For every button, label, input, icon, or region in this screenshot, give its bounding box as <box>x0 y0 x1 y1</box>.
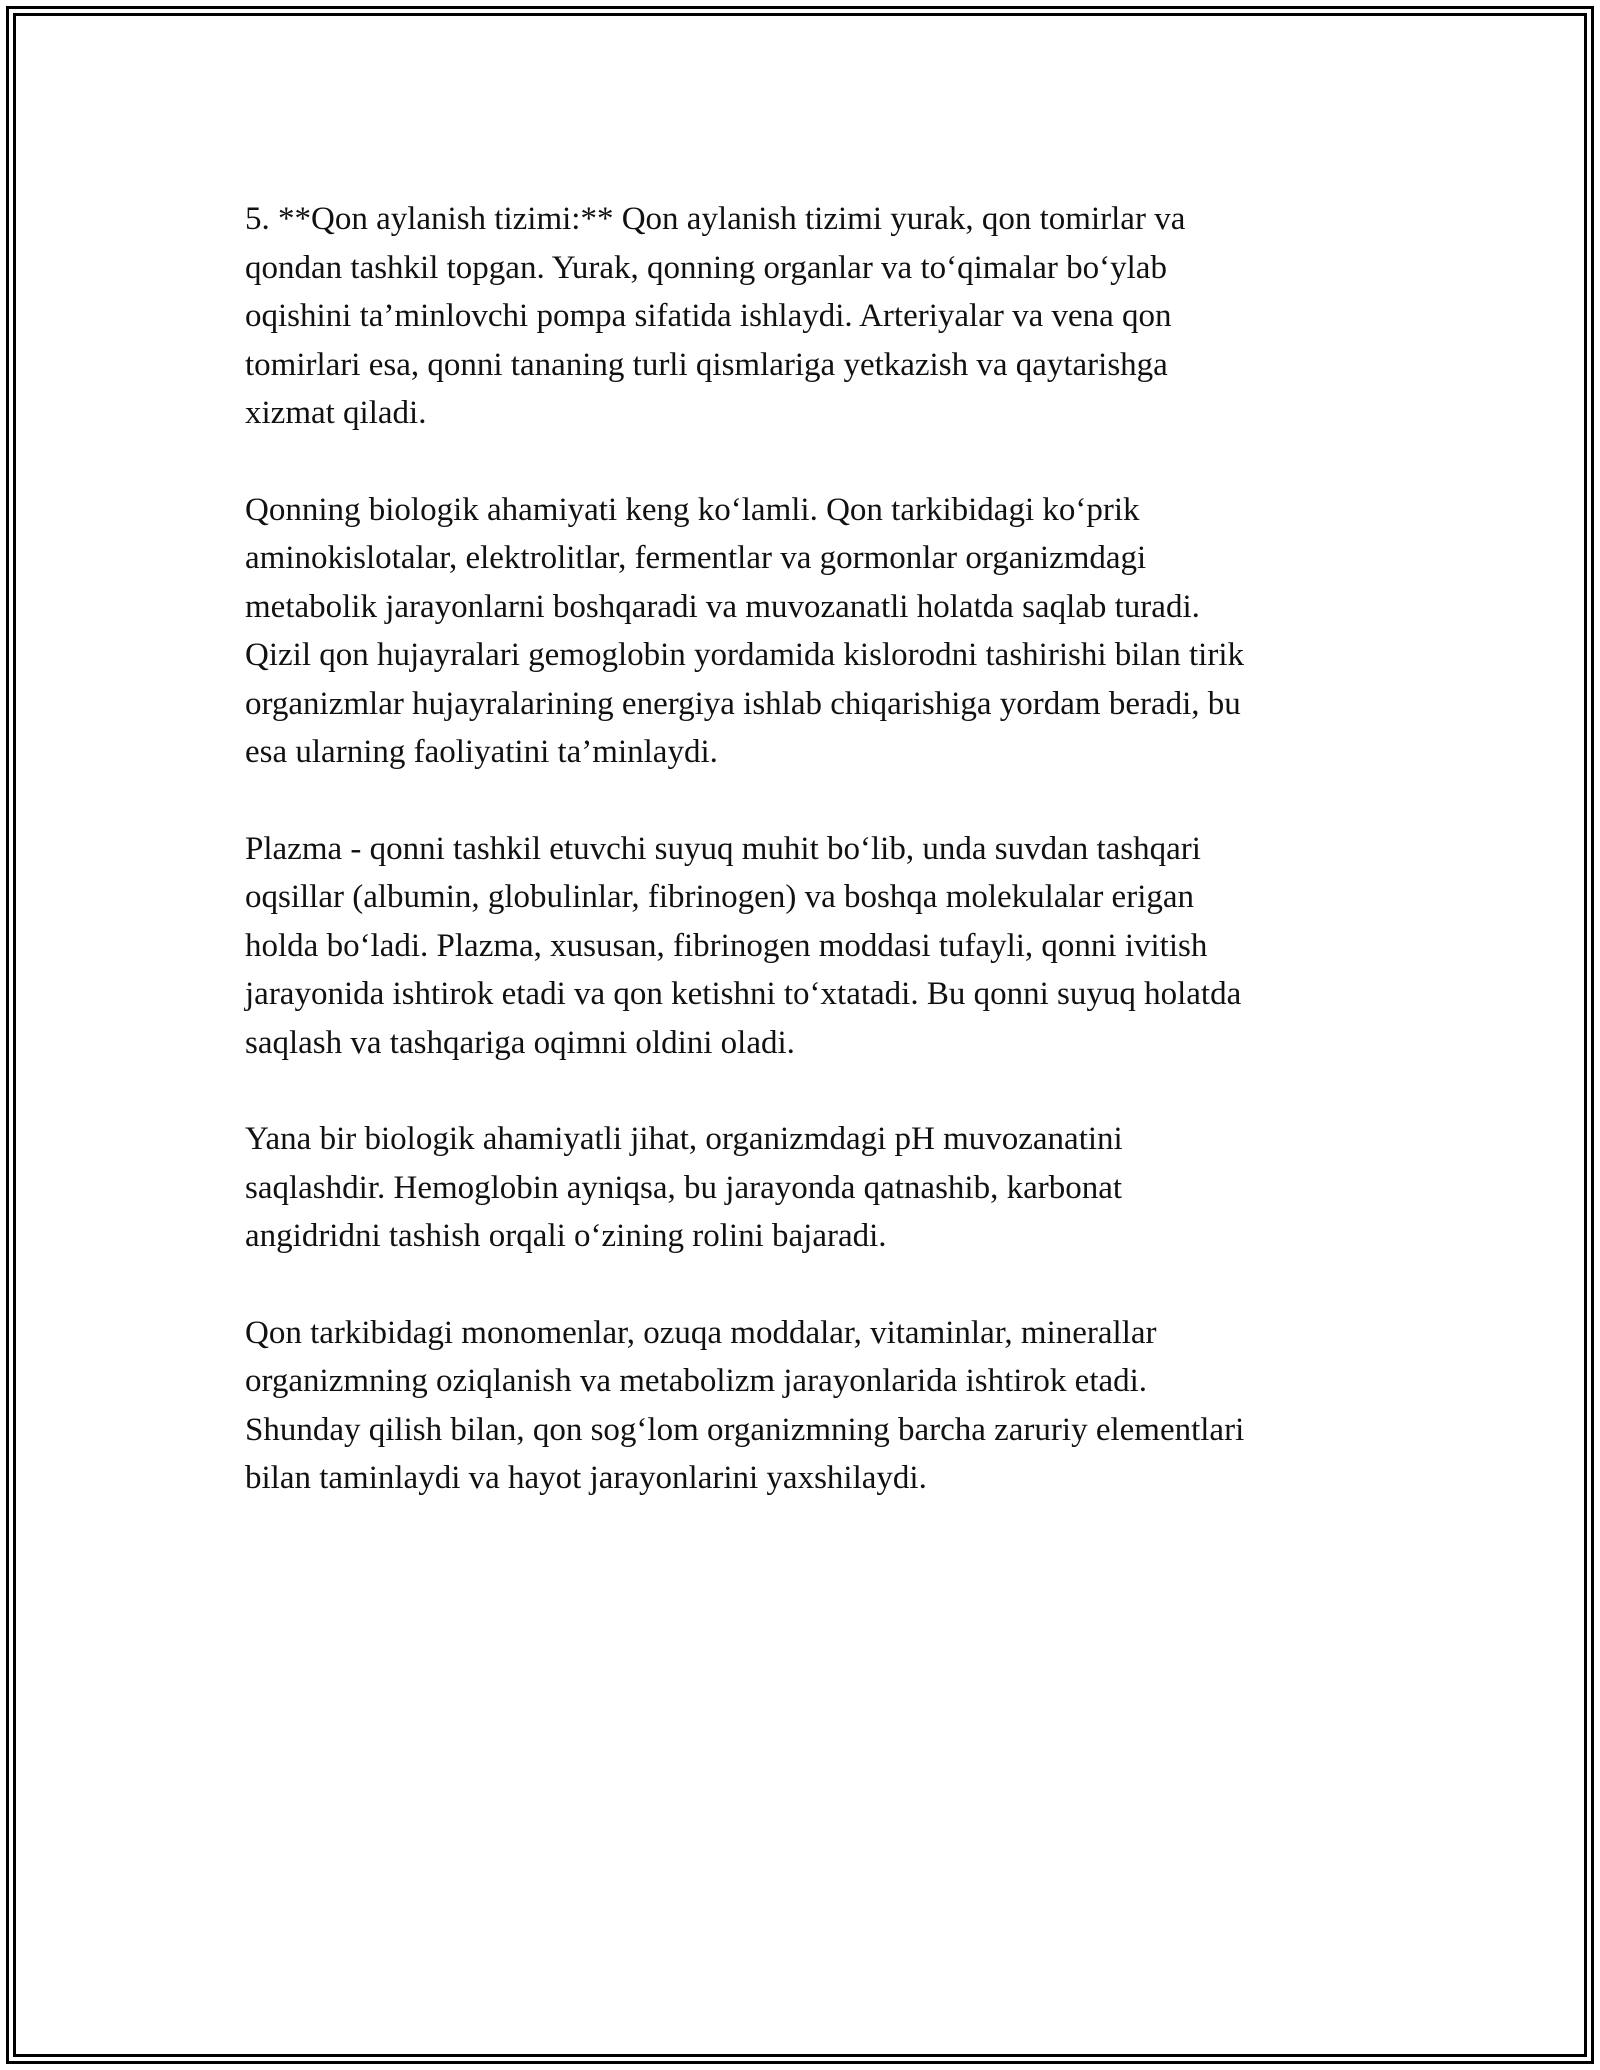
page-border <box>6 6 1594 2064</box>
document-body <box>245 195 1375 1551</box>
paragraph-plasma: Plazma - qonni tashkil etuvchi suyuq muhit bo‘lib, unda suvdan tashqari oqsillar (albumin, globulinlar, fibrinogen) va boshqa molekulalar erigan holda bo‘ladi. Plazma, xususan, fibrinogen moddasi tufayli, qonni ivitish jarayonida ishtirok etadi va qon ketishni to‘xtatadi. Bu qonni suyuq holatda saqlash va tashqariga oqimni oldini oladi. <box>245 830 1242 1061</box>
paragraph-biological-importance: Qonning biologik ahamiyati keng ko‘lamli. Qon tarkibidagi ko‘prik aminokislotalar, elektrolitlar, fermentlar va gormonlar organizmdagi metabolik jarayonlarni boshqaradi va muvozanatli holatda saqlab turadi. Qizil qon hujayralari gemoglobin yordamida kislorodni tashirishi bilan tirik organizmlar hujayralarining energiya ishlab chiqarishiga yordam beradi, bu esa ularning faoliyatini ta’minlaydi. <box>245 491 1244 770</box>
paragraph-nutrients: Qon tarkibidagi monomenlar, ozuqa moddalar, vitaminlar, minerallar organizmning oziqlanish va metabolizm jarayonlarida ishtirok etadi. Shunday qilish bilan, qon sog‘lom organizmning barcha zaruriy elementlari bilan taminlaydi va hayot jarayonlarini yaxshilaydi. <box>245 1314 1245 1496</box>
paragraph-ph-balance: Yana bir biologik ahamiyatli jihat, organizmdagi pH muvozanatini saqlashdir. Hemoglobin ayniqsa, bu jarayonda qatnashib, karbonat angidridni tashish orqali o‘zining rolini bajaradi. <box>245 1121 1123 1254</box>
paragraph-circulatory-system: 5. **Qon aylanish tizimi:** Qon aylanish tizimi yurak, qon tomirlar va qondan tashkil topgan. Yurak, qonning organlar va to‘qimalar bo‘ylab oqishini ta’minlovchi pompa sifatida ishlaydi. Arteriyalar va vena qon tomirlari esa, qonni tananing turli qismlariga yetkazish va qaytarishga xizmat qiladi. <box>245 201 1186 431</box>
